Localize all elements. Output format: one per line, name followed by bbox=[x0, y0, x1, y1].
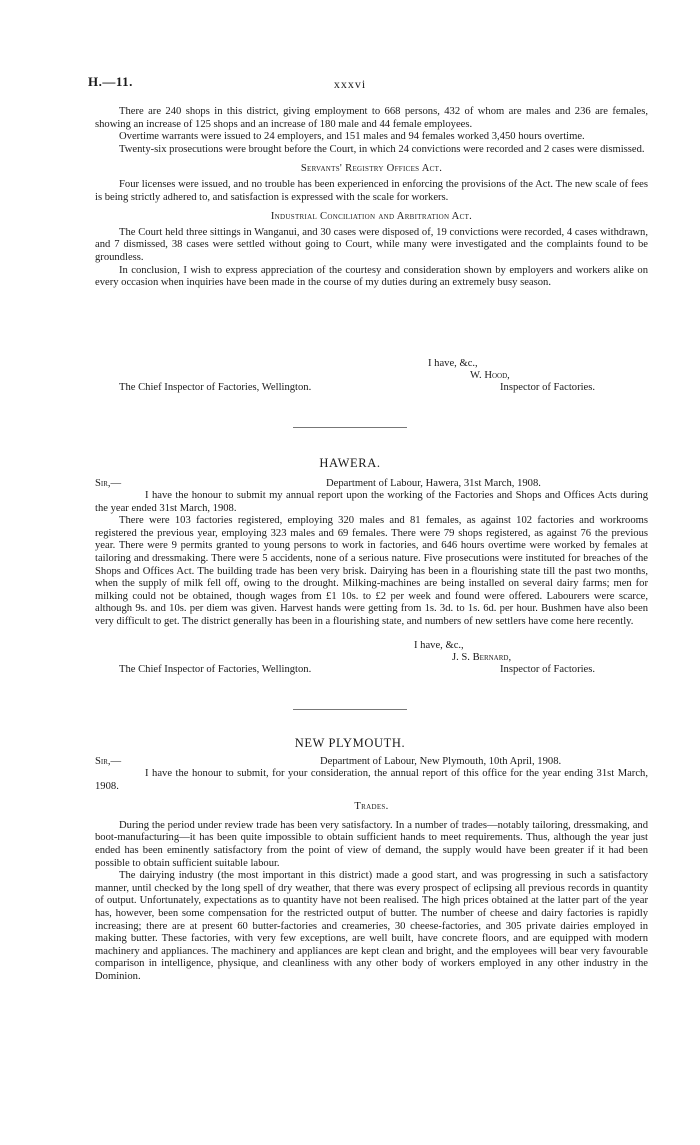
paragraph: The Court held three sittings in Wanganui, and 30 cases were disposed of, 19 convictions were recorded, 4 cases withdrawn, and 7 dismissed, 38 cases were settled without going to Court, while many were investigated and the complaints found to be groundless. bbox=[95, 226, 648, 263]
paragraph: Twenty-six prosecutions were brought before the Court, in which 24 convictions were recorded and 2 cases were dismissed. bbox=[119, 143, 645, 155]
paragraph: I have the honour to submit my annual report upon the working of the Factories and Shops and Offices Acts during the year ended 31st March, 1908. bbox=[95, 490, 648, 514]
paragraph: I have the honour to submit, for your consideration, the annual report of this office for the year ending 31st March, 1908. bbox=[95, 768, 648, 792]
hawera-report-body bbox=[95, 490, 648, 629]
previous-report-section bbox=[95, 106, 648, 290]
paragraph: Four licenses were issued, and no trouble has been experienced in enforcing the provisions of the Act. The new scale of fees is being strictly adhered to, and satisfaction is expressed with the scale for workers. bbox=[95, 178, 648, 203]
signature: J. S. Bernard, bbox=[452, 652, 512, 663]
paragraph: During the period under review trade has been very satisfactory. In a number of trades—notably tailoring, dressmaking, and boot-manufacturing—it has been quite impossible to obtain sufficient hands to meet requirements. Thus, although the year just ended has been eminently satisfactory from the point of view of demand, the supply would have been greater if it had been possible to obtain sufficient suitable labour. bbox=[95, 819, 648, 869]
page-number: xxxvi bbox=[333, 77, 367, 91]
paragraph: Overtime warrants were issued to 24 employers, and 151 males and 94 females worked 3,450 hours overtime. bbox=[119, 131, 585, 143]
closing-salutation: I have, &c., bbox=[428, 358, 478, 369]
section-divider bbox=[293, 709, 407, 710]
section-divider bbox=[293, 427, 407, 428]
closing-salutation: I have, &c., bbox=[414, 640, 464, 651]
paragraph: The dairying industry (the most important in this district) made a good start, and was progressing in such a satisfactory manner, until checked by the long spell of dry weather, that there was every prospect of eclipsing all previous records in quantity of output. Unfortunately, expectations as to quantity have not been realised. The high prices obtained at the latter part of the year has, however, been some compensation for the restricted output of butter. The number of cheese and dairy factories is rapidly increasing; there are at present 60 butter-factories and creameries, 30 cheese-factories, and 305 private dairies employed in making butter. These factories, with very few exceptions, are well built, have concrete floors, and are equipped with modern machinery and appliances. The machinery and appliances are kept clean and bright, and the employees will bear very favourable comparison in intelligence, physique, and cleanliness with any other body of workers employed in any other industry in the Dominion. bbox=[95, 870, 648, 982]
new-plymouth-report-body bbox=[95, 768, 648, 984]
paragraph: In conclusion, I wish to express appreciation of the courtesy and consideration shown by employers and workers alike on every occasion when inquiries have been made in the course of my duties during an extremely busy season. bbox=[95, 264, 648, 289]
salutation: Sir,— bbox=[95, 478, 122, 489]
dateline: Department of Labour, Hawera, 31st March, 1908. bbox=[326, 478, 541, 489]
section-heading: Trades. bbox=[354, 801, 389, 813]
section-title: NEW PLYMOUTH. bbox=[294, 736, 406, 750]
section-title: HAWERA. bbox=[319, 456, 381, 470]
section-heading: Industrial Conciliation and Arbitration Act. bbox=[270, 211, 473, 223]
addressee: The Chief Inspector of Factories, Wellington. bbox=[119, 382, 312, 393]
paragraph: There are 240 shops in this district, giving employment to 668 persons, 432 of whom are males and 236 are females, showing an increase of 125 shops and an increase of 180 male and 44 female employees. bbox=[95, 106, 648, 130]
dateline: Department of Labour, New Plymouth, 10th April, 1908. bbox=[320, 756, 562, 767]
paragraph: There were 103 factories registered, employing 320 males and 81 females, as against 102 factories and workrooms registered the previous year, employing 323 males and 69 females. There were 79 shops registered, as against 76 the previous year. There were 9 permits granted to young persons to work in factories, and 646 hours overtime were worked by females at tailoring and dressmaking. There were 5 accidents, none of a serious nature. Five prosecutions were instituted for breaches of the Shops and Offices Act. The building trade has been very brisk. Dairying has been in a flourishing state till the past two months, when the supply of milk fell off, owing to the drought. Milking-machines are being installed on several dairy farms; men for milking could not be obtained, though wages from £1 10s. to £2 per week and found were offered. Labourers were scarce, although 9s. and 10s. per diem was given. Harvest hands were getting from 1s. 3d. to 1s. 6d. per hour. Bushmen have also been very difficult to get. The district generally has been in a flourishing state, and numbers of new settlers have come here recently. bbox=[95, 515, 648, 627]
page-reference: H.—11. bbox=[88, 74, 133, 89]
addressee: The Chief Inspector of Factories, Wellington. bbox=[119, 664, 312, 675]
signatory-title: Inspector of Factories. bbox=[500, 382, 596, 393]
salutation: Sir,— bbox=[95, 756, 122, 767]
signatory-title: Inspector of Factories. bbox=[500, 664, 596, 675]
signature: W. Hood, bbox=[470, 370, 510, 381]
section-heading: Servants' Registry Offices Act. bbox=[300, 163, 443, 175]
